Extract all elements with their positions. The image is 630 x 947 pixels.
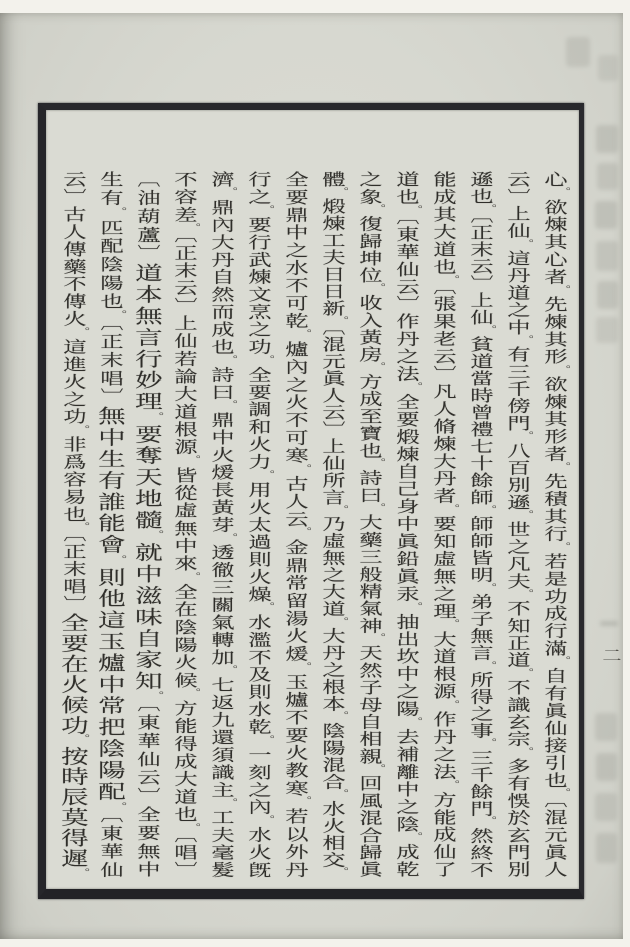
reading-mark: 。: [481, 660, 496, 671]
bleedthrough-mark: [596, 125, 618, 153]
reading-mark: 。: [555, 541, 570, 552]
dialogue-text: 生有。匹配陰陽也。〔正末唱〕: [96, 171, 126, 407]
reading-mark: 。: [185, 222, 200, 234]
reading-mark: 。: [185, 455, 200, 466]
reading-mark: 。: [555, 187, 570, 198]
aria-text: 全要在火候功。按時辰莫得遲。: [56, 612, 89, 877]
dialogue-text: 體。煅煉工夫日日新。〔混元眞人云〕上仙所言。乃虛無之大道。大丹之根本。陰陽混合。水火相交。: [318, 171, 348, 877]
reading-mark: 。: [74, 522, 89, 533]
reading-mark: 。: [111, 310, 126, 322]
reading-mark: 。: [74, 424, 89, 435]
text-column: [462, 171, 498, 877]
reading-mark: 。: [370, 763, 385, 775]
reading-mark: 。: [518, 667, 533, 678]
text-column: [92, 171, 128, 877]
dialogue-text: 能成其大道也。〔張果老云〕凡人脩煉大丹者。要知虛無之理。大道根源。作丹之法。方能成仙了: [429, 171, 459, 878]
reading-mark: 。: [259, 204, 274, 216]
reading-mark: 。: [370, 502, 385, 514]
reading-mark: 。: [222, 187, 237, 198]
dialogue-text: 道也。〔東華仙云〕作丹之法。全要煅煉自己身中眞鉛眞汞。抽出坎中之陽。去補離中之陰。成乾: [392, 171, 422, 878]
reading-mark: 。: [444, 504, 459, 515]
reading-mark: 。: [481, 324, 496, 335]
dialogue-text: 〔東華仙: [96, 814, 125, 878]
reading-mark: 。: [185, 822, 200, 834]
reading-mark: 。: [555, 656, 570, 667]
folio-number: 二: [602, 646, 622, 665]
bleedthrough-mark: [596, 241, 618, 271]
reading-mark: 。: [111, 206, 126, 219]
reading-mark: 。: [444, 779, 459, 791]
reading-mark: 。: [555, 284, 570, 295]
reading-mark: 。: [370, 362, 385, 373]
reading-mark: 。: [259, 469, 274, 481]
reading-mark: 。: [518, 431, 533, 442]
dialogue-text: 遜也。〔正末云〕上仙。貧道當時曾禮七十餘師。師師皆明。弟子無言。所得之事。三千餘門。然終不: [466, 171, 496, 878]
reading-mark: 。: [333, 789, 348, 800]
reading-mark: 。: [407, 204, 422, 216]
reading-mark: 。: [407, 601, 422, 613]
bleedthrough-mark: [595, 793, 617, 821]
reading-mark: 。: [518, 238, 533, 249]
aria-text: 無中生有誰能會。則他這玉爐中常把陰陽配。: [93, 406, 126, 814]
text-column: [129, 171, 165, 877]
dialogue-text: 云〕上仙。這丹道之中。有三千傍門。八百別遜。世之凡夫。不知正道。不識玄宗。多有悞於玄門別: [503, 171, 533, 878]
reading-mark: 。: [370, 633, 385, 644]
reading-mark: 。: [296, 796, 311, 808]
bleedthrough-mark: [596, 833, 617, 863]
reading-mark: 。: [222, 532, 237, 544]
reading-mark: 。: [296, 527, 311, 539]
reading-mark: 。: [333, 867, 348, 877]
dialogue-text: 云〕古人傳藥不傳火。這進火之功。非爲容易也。〔正末唱〕: [59, 171, 89, 613]
reading-mark: 。: [407, 716, 422, 728]
reading-mark: 。: [222, 797, 237, 809]
reading-mark: 。: [518, 746, 533, 757]
reading-mark: 。: [111, 555, 126, 567]
dialogue-text: 之象。復歸坤位。收入黃房。方成至寶也。詩曰。大藥三般精氣神。天然子母自相親。回風混合歸眞: [355, 171, 385, 878]
text-column: [351, 171, 387, 877]
reading-mark: 。: [370, 283, 385, 294]
reading-mark: 。: [222, 354, 237, 366]
reading-mark: 。: [518, 588, 533, 600]
reading-mark: 。: [148, 691, 163, 703]
text-column: [277, 171, 313, 877]
reading-mark: 。: [333, 504, 348, 515]
reading-mark: 。: [185, 571, 200, 583]
book-page: [0, 13, 623, 939]
text-column: [425, 171, 461, 877]
dialogue-text: 心。欲煉其心者。先煉其形。欲煉其形者。先積其行。若是功成行滿。自有眞仙接引也。〔混元眞人: [540, 171, 570, 878]
text-column: [203, 171, 239, 877]
bleedthrough-mark: [597, 281, 618, 309]
reading-mark: 。: [259, 354, 274, 366]
reading-mark: 。: [296, 329, 311, 340]
bleedthrough-mark: [595, 713, 617, 741]
reading-mark: 。: [407, 381, 422, 393]
text-column: [388, 171, 424, 877]
aria-text: 道本無言行妙理。要奪天地髓。就中滋味自家知。: [130, 262, 163, 703]
dialogue-text: 行之。要行武煉文烹之功。全要調和火力。用火太過則火燥。水濫不及則水乾。一刻之內。水火旣: [244, 171, 274, 878]
reading-mark: 。: [259, 602, 274, 613]
bleedthrough-mark: [597, 163, 618, 190]
dialogue-text: 不容差。〔正末云〕上仙若論大道根源。皆從虛無中來。全在陰陽火候。方能得成大道也。〔唱〕: [170, 171, 200, 878]
reading-mark: 。: [370, 204, 385, 215]
reading-mark: 。: [481, 203, 496, 214]
reading-mark: 。: [148, 530, 163, 542]
reading-mark: 。: [518, 334, 533, 346]
text-column: [55, 171, 91, 877]
reading-mark: 。: [444, 274, 459, 286]
dialogue-text: 〔油葫蘆〕: [133, 171, 162, 263]
reading-mark: 。: [222, 400, 237, 411]
reading-mark: 。: [296, 661, 311, 673]
reading-mark: 。: [481, 816, 496, 827]
reading-mark: 。: [555, 364, 570, 375]
bleedthrough-mark: [595, 201, 617, 229]
bleedthrough-mark: [598, 55, 618, 81]
reading-mark: 。: [481, 504, 496, 515]
text-column: [314, 171, 350, 877]
text-column: [240, 171, 276, 877]
text-column: [166, 171, 202, 877]
bleedthrough-mark: [596, 317, 618, 343]
reading-mark: 。: [74, 734, 89, 745]
reading-mark: 。: [296, 463, 311, 475]
text-column: [536, 171, 572, 877]
reading-mark: 。: [333, 315, 348, 326]
reading-mark: 。: [111, 801, 126, 814]
reading-mark: 。: [222, 665, 237, 676]
reading-mark: 。: [555, 461, 570, 473]
dialogue-text: 濟。鼎內大丹自然而成也。詩曰。鼎中火煖長黃芽。透徹三關氣轉加。七返九還須識主。工夫毫髮: [207, 171, 237, 878]
bleedthrough-mark: [596, 753, 617, 781]
reading-mark: 。: [259, 815, 274, 826]
reading-mark: 。: [370, 458, 385, 469]
reading-mark: 。: [333, 711, 348, 722]
dialogue-text: 全要鼎中之水不可乾。爐內之火不可寒。古人云。金鼎常留湯火煖。玉爐不要火教寒。若以外丹: [281, 171, 311, 878]
reading-mark: 。: [444, 619, 459, 630]
reading-mark: 。: [518, 509, 533, 521]
reading-mark: 。: [407, 832, 422, 843]
reading-mark: 。: [333, 616, 348, 627]
text-block: [48, 171, 570, 878]
text-column: [499, 171, 535, 877]
bleedthrough-mark: [566, 37, 590, 67]
reading-mark: 。: [444, 699, 459, 710]
reading-mark: 。: [333, 186, 348, 197]
reading-mark: 。: [481, 738, 496, 749]
reading-mark: 。: [259, 734, 274, 746]
reading-mark: 。: [148, 411, 163, 424]
reading-mark: 。: [481, 582, 496, 593]
bleedthrough-mark: [600, 621, 618, 626]
reading-mark: 。: [185, 688, 200, 699]
reading-mark: 。: [74, 867, 89, 877]
dialogue-text: 〔東華仙云〕全要無中: [133, 703, 162, 878]
reading-mark: 。: [74, 326, 89, 338]
reading-mark: 。: [555, 788, 570, 799]
